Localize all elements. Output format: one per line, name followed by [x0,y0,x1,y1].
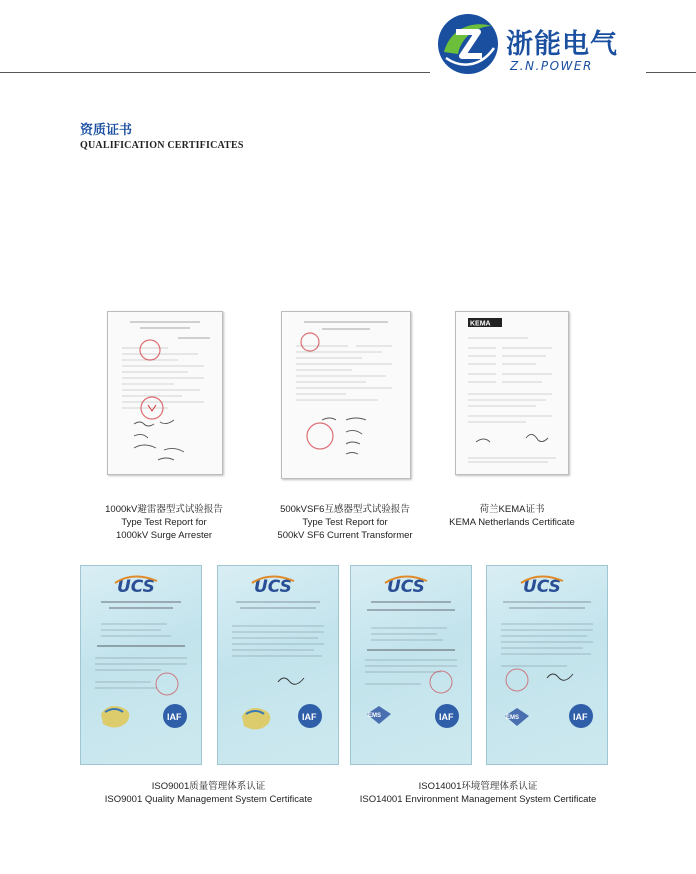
surge-arrester-report-image [107,311,223,475]
kema-badge-text: KEMA [470,320,491,328]
caption-iso14001 [350,780,606,806]
ems-badge-text: EMS [506,715,520,721]
iso9001-certificate-en-image [217,565,339,765]
brand-logo [436,12,646,82]
iaf-badge-text: IAF [439,712,454,722]
section-title-en: QUALIFICATION CERTIFICATES [80,140,244,151]
iso14001-certificate-en-image [486,565,608,765]
caption-line: Type Test Report for [121,517,207,528]
caption-line: 荷兰KEMA证书 [479,504,545,515]
section-title-cn: 资质证书 [80,123,133,138]
zn-power-logo-icon [436,12,500,76]
caption-line: 1000kV避雷器型式试验报告 [105,504,223,515]
kema-certificate-image [455,311,569,475]
caption-iso9001 [80,780,337,806]
caption-line: 1000kV Surge Arrester [115,530,213,541]
ucs-logo-text: UCS [254,577,292,597]
iaf-badge-text: IAF [167,712,182,722]
iso9001-certificate-cn-image [80,565,202,765]
caption-line: 500kV SF6 Current Transformer [277,530,413,541]
caption-line: KEMA Netherlands Certificate [449,517,575,528]
caption-current-transformer [274,503,416,542]
ucs-logo-text: UCS [387,577,425,597]
caption-line: 500kVSF6互感器型式试验报告 [280,504,410,515]
ucs-logo-text: UCS [523,577,561,597]
caption-kema [446,503,578,529]
iaf-badge-text: IAF [573,712,588,722]
caption-line: ISO14001 Environment Management System Certificate [359,794,597,805]
caption-line: Type Test Report for [302,517,388,528]
header-rule-right [646,72,696,73]
header-rule-left [0,72,430,73]
brand-name-cn: 浙能电气 [506,29,618,60]
ems-badge-text: EMS [368,713,382,719]
current-transformer-report-image [281,311,411,479]
caption-line: ISO9001 Quality Management System Certificate [104,794,313,805]
caption-surge-arrester [96,503,232,542]
caption-line: ISO14001环境管理体系认证 [418,781,538,792]
caption-line: ISO9001质量管理体系认证 [151,781,266,792]
iso14001-certificate-cn-image [350,565,472,765]
iaf-badge-text: IAF [302,712,317,722]
brand-name-en: Z.N.POWER [510,59,593,73]
ucs-logo-text: UCS [117,577,155,597]
